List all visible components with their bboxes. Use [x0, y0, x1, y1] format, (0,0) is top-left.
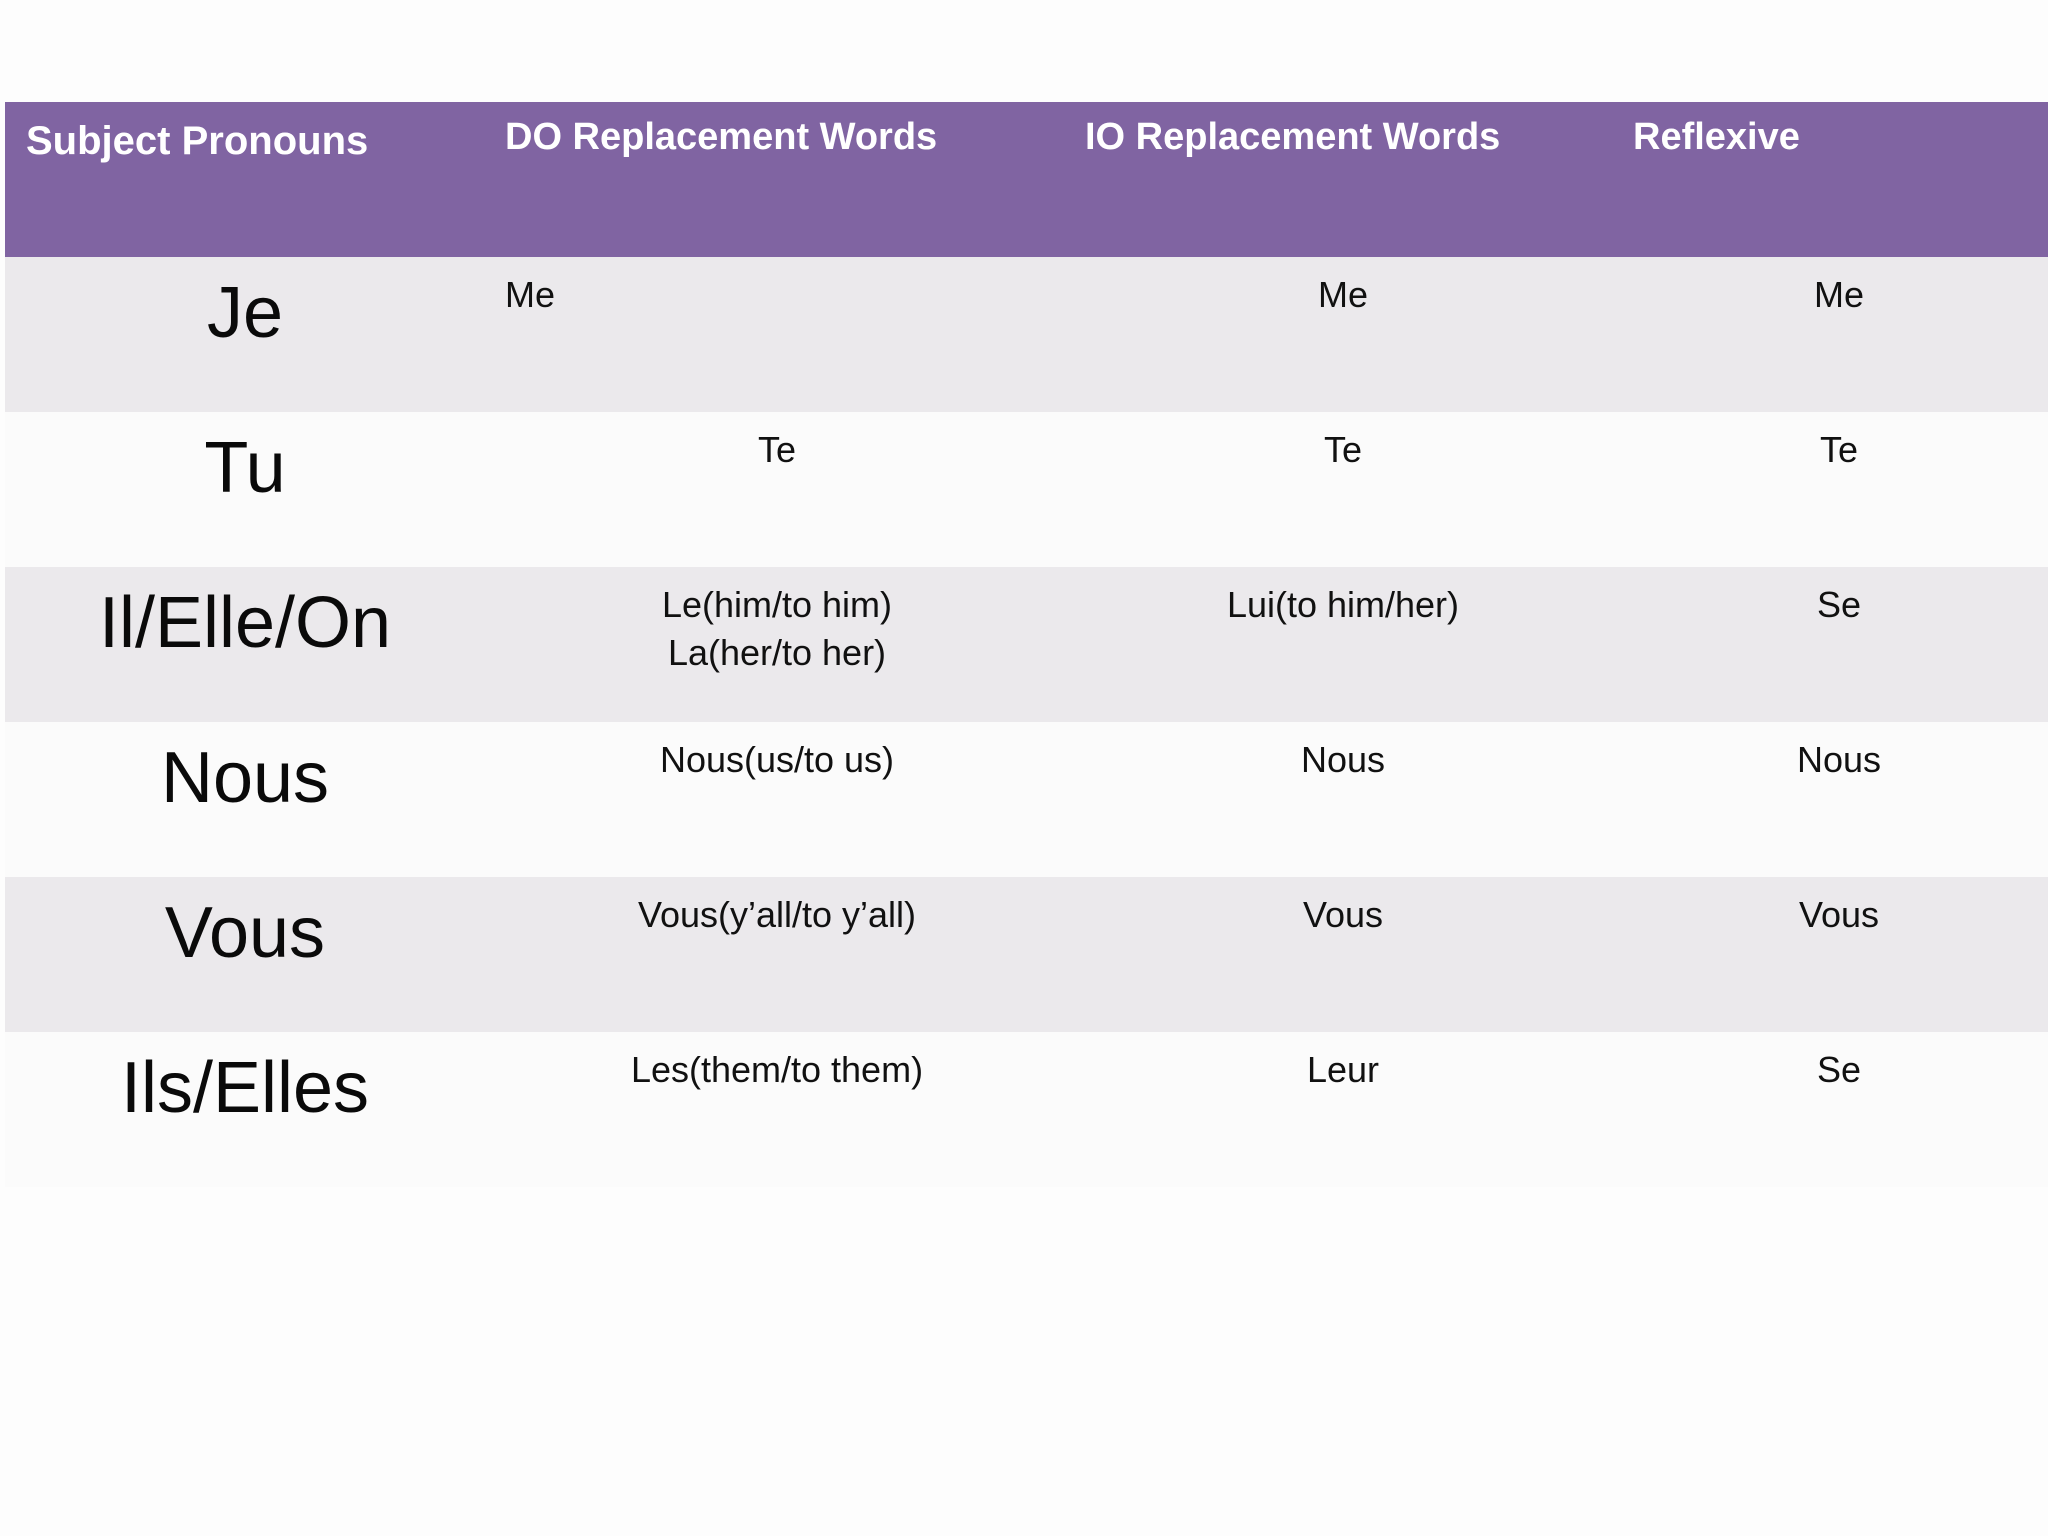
subject-pronoun: Vous	[164, 893, 326, 973]
table-row	[5, 877, 2048, 1032]
do-replacement-line: La(her/to her)	[667, 632, 887, 673]
io-replacement: Vous	[1302, 894, 1384, 935]
subject-pronoun: Tu	[204, 428, 286, 508]
do-replacement	[485, 891, 1069, 939]
pronoun-table	[5, 102, 2048, 1187]
io-replacement: Me	[1317, 274, 1368, 315]
do-replacement-line: Vous(y’all/to y’all)	[637, 894, 917, 935]
io-replacement: Nous	[1300, 739, 1386, 780]
reflexive-pronoun: Te	[1819, 429, 1859, 470]
subject-pronoun: Ils/Elles	[120, 1048, 370, 1128]
io-replacement: Lui(to him/her)	[1226, 584, 1460, 625]
do-replacement	[485, 426, 1069, 474]
do-replacement-line: Me	[505, 274, 556, 315]
header-io-replacement-words: IO Replacement Words	[1085, 116, 1501, 158]
reflexive-pronoun: Vous	[1798, 894, 1880, 935]
reflexive-pronoun: Se	[1816, 584, 1862, 625]
subject-pronoun: Il/Elle/On	[98, 583, 392, 663]
table-row	[5, 257, 2048, 412]
table-row	[5, 412, 2048, 567]
header-do-replacement-words: DO Replacement Words	[505, 116, 938, 158]
do-replacement	[485, 736, 1069, 784]
table-row	[5, 567, 2048, 722]
do-replacement	[505, 271, 555, 319]
subject-pronoun: Je	[206, 273, 284, 353]
do-replacement	[485, 581, 1069, 677]
reflexive-pronoun: Nous	[1796, 739, 1882, 780]
subject-pronoun: Nous	[160, 738, 330, 818]
reflexive-pronoun: Me	[1813, 274, 1864, 315]
io-replacement: Leur	[1306, 1049, 1380, 1090]
do-replacement	[485, 1046, 1069, 1094]
table-header-row	[5, 102, 2048, 257]
table-row	[5, 1032, 2048, 1187]
do-replacement-line: Les(them/to them)	[630, 1049, 924, 1090]
io-replacement: Te	[1323, 429, 1363, 470]
do-replacement-line: Le(him/to him)	[661, 584, 893, 625]
header-subject-pronouns: Subject Pronouns	[26, 119, 369, 163]
do-replacement-line: Nous(us/to us)	[659, 739, 895, 780]
do-replacement-line: Te	[757, 429, 797, 470]
reflexive-pronoun: Se	[1816, 1049, 1862, 1090]
table-row	[5, 722, 2048, 877]
header-reflexive: Reflexive	[1633, 116, 1800, 158]
